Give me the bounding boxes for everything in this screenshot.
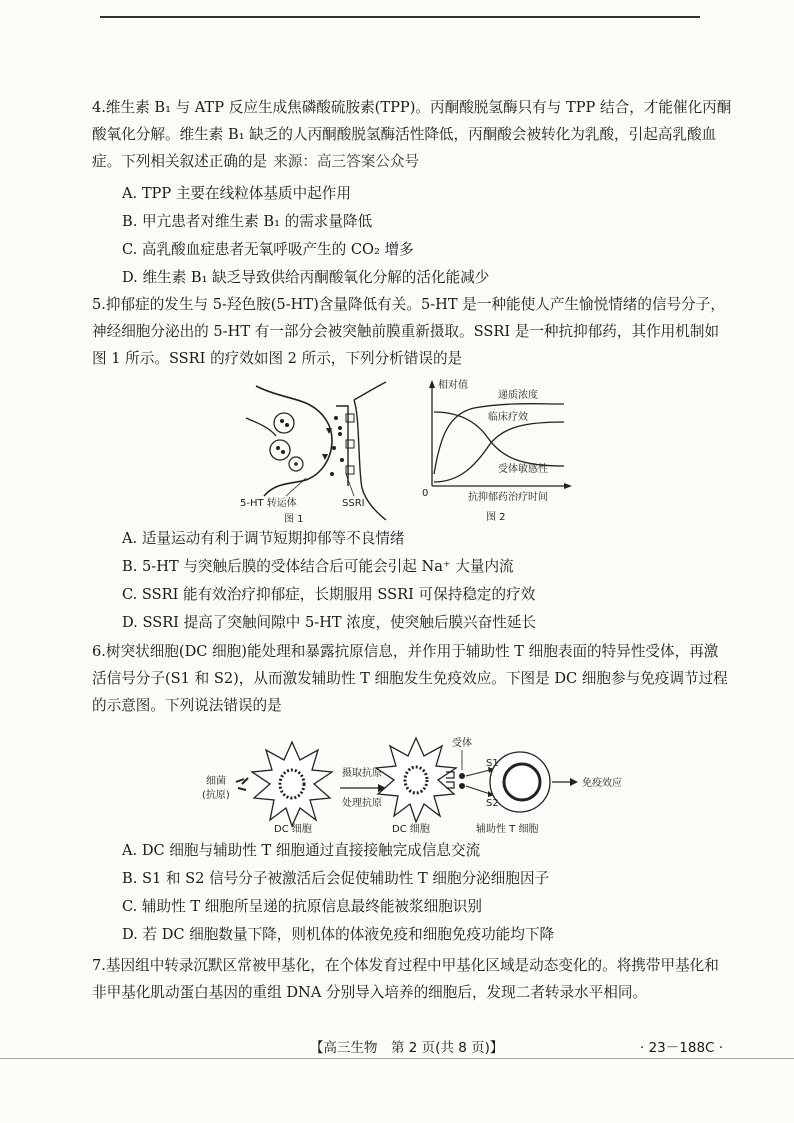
fig2-caption: 图 2: [486, 512, 506, 523]
source-note: 来源：高三答案公众号: [273, 153, 420, 170]
receptor-label: 受体: [452, 738, 472, 749]
q5-option-c: C. SSRI 能有效治疗抑郁症，长期服用 SSRI 可保持稳定的疗效: [122, 586, 536, 603]
figure-2-graph: [418, 378, 578, 528]
footer-page-info: 【高三生物 第 2 页(共 8 页)】: [310, 1040, 504, 1056]
top-rule: [100, 16, 700, 18]
q5-option-a: A. 适量运动有利于调节短期抑郁等不良情绪: [122, 530, 405, 547]
q6-option-a: A. DC 细胞与辅助性 T 细胞通过直接接触完成信息交流: [122, 842, 481, 859]
question-7-stem: 7.基因组中转录沉默区常被甲基化，在个体发育过程中甲基化区域是动态变化的。将携带甲基化和非甲基化肌动蛋白基因的重组 DNA 分别导入培养的细胞后，发现二者转录水平相同。: [92, 957, 719, 1001]
footer-code: · 23－188C ·: [640, 1040, 724, 1056]
fig1-ssri-label: SSRI: [342, 498, 365, 509]
figure-dc-cell-immunity: [200, 726, 640, 836]
fig1-transporter-label: 5-HT 转运体: [240, 498, 297, 509]
fig2-curve2-label: 临床疗效: [488, 412, 528, 423]
step-process-label: 处理抗原: [342, 798, 382, 809]
question-4-stem: [92, 94, 732, 175]
fig2-xlabel: 抗抑郁药治疗时间: [468, 492, 548, 503]
dc-cell-1: [252, 742, 332, 826]
dc-cell-1-label: DC 细胞: [274, 824, 312, 835]
figure-1-synapse: [236, 378, 396, 528]
bottom-rule: [0, 1058, 794, 1059]
q6-option-b: B. S1 和 S2 信号分子被激活后会促使辅助性 T 细胞分泌细胞因子: [122, 870, 550, 887]
question-5-stem: 5.抑郁症的发生与 5-羟色胺(5-HT)含量降低有关。5-HT 是一种能使人产生愉悦情绪的信号分子，神经细胞分泌出的 5-HT 有一部分会被突触前膜重新摄取。SSRI 是一种抗抑郁药，其作用机制如图 1 所示。SSRI 的疗效如图 2 所示，下列分析错误的是: [92, 296, 725, 367]
s1-label: S1: [486, 758, 499, 769]
s2-label: S2: [486, 798, 499, 809]
fig2-curve3-label: 受体敏感性: [498, 464, 548, 475]
fig2-curve1-label: 递质浓度: [498, 390, 538, 401]
fig1-caption: 图 1: [284, 514, 304, 525]
q4-option-c: C. 高乳酸血症患者无氧呼吸产生的 CO₂ 增多: [122, 241, 414, 258]
question-4-text: 4.维生素 B₁ 与 ATP 反应生成焦磷酸硫胺素(TPP)。丙酮酸脱氢酶只有与 TPP 结合，才能催化丙酮酸氧化分解。维生素 B₁ 缺乏的人丙酮酸脱氢酶活性降低，丙酮酸会被转化为乳酸，引起高乳酸血症。下列相关叙述正确的是: [92, 99, 732, 170]
q4-option-b: B. 甲亢患者对维生素 B₁ 的需求量降低: [122, 213, 373, 230]
antigen-label: (抗原): [202, 790, 230, 801]
q5-option-d: D. SSRI 提高了突触间隙中 5-HT 浓度，使突触后膜兴奋性延长: [122, 614, 537, 631]
question-6-stem: 6.树突状细胞(DC 细胞)能处理和暴露抗原信息，并作用于辅助性 T 细胞表面的特异性受体，再激活信号分子(S1 和 S2)，从而激发辅助性 T 细胞发生免疫效应。下图是 DC 细胞参与免疫调节过程的示意图。下列说法错误的是: [92, 643, 728, 714]
dc-cell-2-label: DC 细胞: [392, 824, 430, 835]
q6-option-d: D. 若 DC 细胞数量下降，则机体的体液免疫和细胞免疫功能均下降: [122, 926, 555, 943]
helper-t-cell-label: 辅助性 T 细胞: [476, 824, 539, 835]
step-uptake-label: 摄取抗原: [342, 768, 382, 779]
q4-option-a: A. TPP 主要在线粒体基质中起作用: [122, 185, 351, 202]
q4-option-d: D. 维生素 B₁ 缺乏导致供给丙酮酸氧化分解的活化能减少: [122, 269, 490, 286]
immune-effect-label: 免疫效应: [582, 778, 622, 789]
dc-cell-2: [376, 738, 456, 822]
fig2-origin: 0: [422, 488, 429, 499]
fig2-ylabel: 相对值: [438, 380, 468, 391]
q5-option-b: B. 5-HT 与突触后膜的受体结合后可能会引起 Na⁺ 大量内流: [122, 558, 514, 575]
q6-option-c: C. 辅助性 T 细胞所呈递的抗原信息最终能被浆细胞识别: [122, 898, 482, 915]
bacteria-label: 细菌: [206, 776, 226, 787]
